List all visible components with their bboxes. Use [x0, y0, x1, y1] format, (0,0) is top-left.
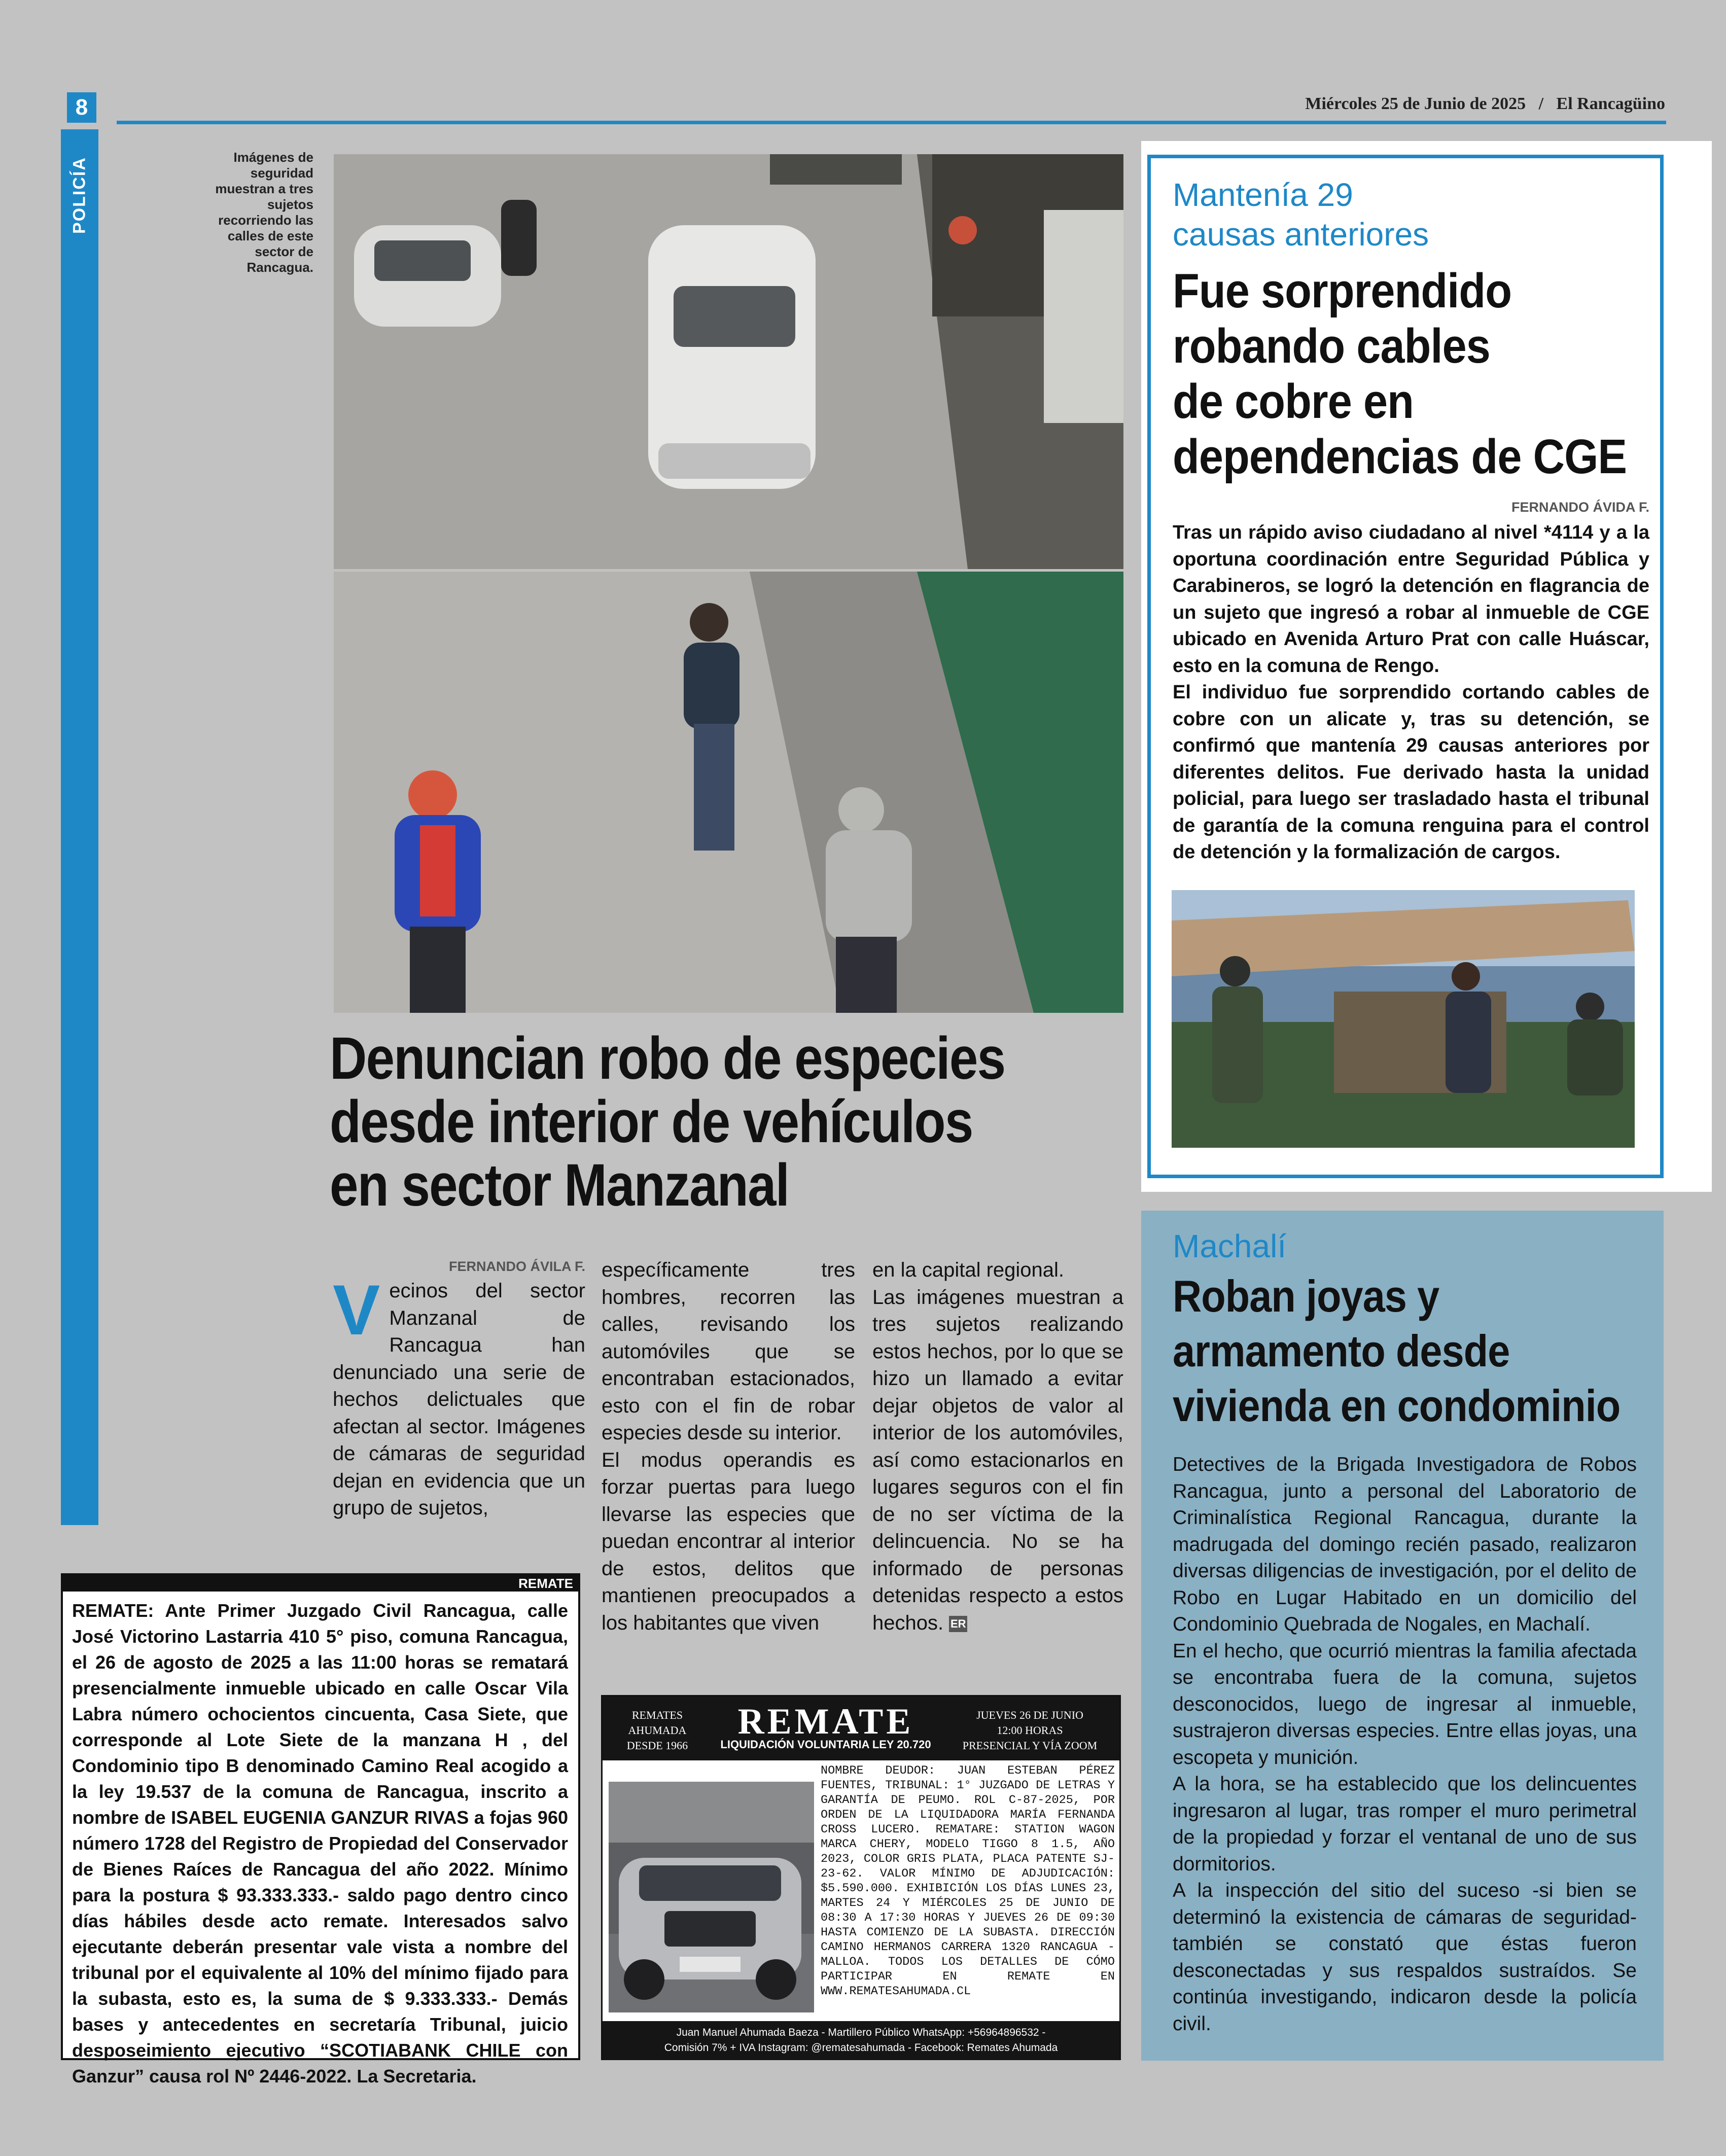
machali-headline-line: armamento desde [1173, 1326, 1510, 1376]
main-paragraph: específicamente tres hombres, recorren las calles, revisando los automóviles que se encontraban estacionados, esto con el fin de robar especies desde su interior. [602, 1259, 855, 1444]
cge-kicker-line: causas anteriores [1173, 216, 1429, 253]
cge-story-content [1173, 175, 1649, 866]
machali-paragraph: A la inspección del sitio del suceso -si bien se determinó la existencia de cámaras de seguridad- también se constató que éstas fueron desconectadas y sus respaldos sustraídos. Se continúa investigando, indicaron desde la policía civil. [1173, 1880, 1637, 2035]
page-number: 8 [67, 92, 96, 123]
auction-ad [601, 1695, 1121, 2060]
machali-paragraph: A la hora, se ha establecido que los delincuentes ingresaron al lugar, tras romper el muro perimetral de la propiedad y forzar el ventanal de uno de sus dormitorios. [1173, 1773, 1637, 1875]
cge-paragraph: El individuo fue sorprendido cortando cables de cobre con un alicate y, tras su detención, se confirmó que mantenía 29 causas anteriores por diferentes delitos. Fue derivado hasta la unidad policial, para luego ser trasladado hasta el tribunal de garantía de la comuna renguina para el control de detención y la formalización de cargos. [1173, 682, 1649, 863]
auction-company-line: AHUMADA [628, 1724, 687, 1737]
cge-headline-line: de cobre en [1173, 374, 1414, 429]
machali-headline-line: Roban joyas y [1173, 1271, 1439, 1321]
machali-paragraph: Detectives de la Brigada Investigadora de Robos Rancagua, junto a personal del Laboratorio de Criminalística Regional Rancagua, durante la madrugada del domingo recién pasado, realizaron diversas diligencias de investigación, por el delito de Robo en Lugar Habitado en un domicilio del Condominio Quebrada de Nogales, en Machalí. [1173, 1454, 1637, 1635]
auction-company-line: REMATES [631, 1709, 683, 1721]
legal-notice [61, 1573, 580, 2087]
auction-schedule-line: 12:00 HORAS [997, 1724, 1063, 1737]
auction-company-line: DESDE 1966 [626, 1739, 688, 1752]
main-paragraph: El modus operandis es forzar puertas para luego llevarse las especies que puedan encontrar al interior de estos, delitos que mantienen preocupados a los habitantes que viven [602, 1448, 855, 1634]
cge-headline [1173, 263, 1627, 484]
machali-headline [1173, 1269, 1621, 1433]
end-mark-icon: ER [949, 1616, 967, 1632]
auction-title: REMATE [737, 1701, 914, 1742]
main-headline-line: desde interior de vehículos [330, 1088, 973, 1155]
drop-cap: V [333, 1270, 380, 1350]
machali-body [1173, 1452, 1637, 2037]
legal-notice-text: REMATE: Ante Primer Juzgado Civil Rancagua, calle José Victorino Lastarria 410 5° piso, comuna Rancagua, el 26 de agosto de 2025 a las 11:00 horas se rematará presencialmente inmueble ubicado en calle Oscar Vila Labra número ochocientos cincuenta, Casa Siete, que corresponde al Lote Siete de la manzana H , del Condominio tipo B denominado Camino Real acogido a la ley 19.537 de la comuna de Rancagua, inscrito a nombre de ISABEL EUGENIA GANZUR RIVAS a fojas 960 número 1728 del Registro de Propiedad del Conservador de Bienes Raíces de Rancagua del año 2022. Mínimo para la postura $ 93.333.333.- saldo pago dentro cinco días hábiles desde acto remate. Interesados salvo ejecutante deberán presentar vale vista a nombre del tribunal por el equivalente al 10% del mínimo fijado para la subasta, esto es, la suma de $ 9.333.333.- Demás bases y antecedentes en secretaría Tribunal, juicio desposeimiento ejecutivo “SCOTIABANK CHILE con Ganzur” causa rol Nº 2446-2022. La Secretaria. [72, 1600, 568, 2087]
auction-schedule-line: JUEVES 26 DE JUNIO [976, 1709, 1083, 1721]
cge-arrest-photo [1172, 890, 1635, 1148]
cge-kicker [1173, 175, 1649, 254]
machali-paragraph: En el hecho, que ocurrió mientras la familia afectada se encontraba fuera de la comuna, sujetos desconocidos, luego de ingresar al inmueble, sustrajeron diversas especies. Entre ellas joyas, una escopeta y munición. [1173, 1640, 1637, 1769]
main-headline [330, 1027, 1019, 1217]
legal-notice-tag: REMATE [63, 1575, 578, 1592]
auction-car-photo [609, 1782, 814, 2012]
machali-story-content [1173, 1226, 1637, 2037]
security-camera-photo-suspects [334, 572, 1123, 1013]
cge-byline: FERNANDO ÁVIDA F. [1511, 500, 1649, 515]
main-paragraph: Las imágenes muestran a tres sujetos realizando estos hechos, por lo que se hizo un llamado a evitar dejar objetos de valor al interior de los automóviles, así como estacionarlos en lugares seguros con el fin de no ser víctima de la delincuencia. No se ha informado de personas detenidas respecto a estos hechos. [872, 1286, 1123, 1634]
main-headline-line: en sector Manzanal [330, 1152, 789, 1219]
cge-body [1173, 519, 1649, 866]
auction-subtitle: LIQUIDACIÓN VOLUNTARIA LEY 20.720 [720, 1738, 931, 1751]
main-headline-line: Denuncian robo de especies [330, 1025, 1005, 1092]
main-paragraph: en la capital regional. [872, 1259, 1065, 1281]
cge-kicker-line: Mantenía 29 [1173, 176, 1353, 213]
newspaper-name: El Rancagüino [1556, 94, 1665, 113]
auction-ad-header [603, 1696, 1119, 1760]
section-label: POLICÍA [69, 157, 89, 234]
dateline-separator: / [1538, 94, 1544, 113]
cge-headline-line: Fue sorprendido [1173, 264, 1512, 318]
header-rule [117, 121, 1666, 124]
auction-schedule-line: PRESENCIAL Y VÍA ZOOM [962, 1739, 1098, 1752]
main-column-1 [333, 1259, 585, 1522]
auction-footer [603, 2021, 1119, 2060]
auction-schedule [942, 1708, 1117, 1753]
machali-kicker: Machalí [1173, 1228, 1287, 1264]
main-column-3 [872, 1257, 1123, 1637]
issue-date: Miércoles 25 de Junio de 2025 [1305, 94, 1526, 113]
main-column-2 [602, 1257, 855, 1637]
cge-headline-line: robando cables [1173, 319, 1490, 373]
auction-details: NOMBRE DEUDOR: JUAN ESTEBAN PÉREZ FUENTES, TRIBUNAL: 1° JUZGADO DE LETRAS Y GARANTÍA DE PEUMO. ROL C-87-2025, POR ORDEN DE LA LIQUIDADORA MARÍA FERNANDA CROSS LUCERO. REMATARE: STATION WAGON MARCA CHERY, MODELO TIGGO 8 1.5, AÑO 2023, COLOR GRIS PLATA, PLACA PATENTE SJ-23-62. VALOR MÍNIMO DE ADJUDICACIÓN: $5.590.000. EXHIBICIÓN LOS DÍAS LUNES 23, MARTES 24 Y MIÉRCOLES 25 DE JUNIO DE 08:30 A 17:30 HORAS Y JUEVES 26 DE 09:30 HASTA COMIENZO DE LA SUBASTA. DIRECCIÓN CAMINO HERMANOS CARRERA 1320 RANCAGUA - MALLOA. TODOS LOS DETALLES DE CÓMO PARTICIPAR EN REMATE EN WWW.REMATESAHUMADA.CL [821, 1764, 1115, 1998]
auction-footer-line: Juan Manuel Ahumada Baeza - Martillero Público WhatsApp: +56964896532 - [676, 2027, 1046, 2038]
security-camera-photo-street [334, 154, 1123, 569]
auction-footer-line: Comisión 7% + IVA Instagram: @rematesahumada - Facebook: Remates Ahumada [664, 2042, 1058, 2054]
main-byline: FERNANDO ÁVILA F. [449, 1259, 585, 1274]
photo-caption: Imágenes de seguridad muestran a tres sujetos recorriendo las calles de este sector de Rancagua. [215, 150, 313, 275]
machali-headline-line: vivienda en condominio [1173, 1381, 1621, 1431]
dateline [1305, 94, 1665, 114]
cge-headline-line: dependencias de CGE [1173, 430, 1627, 484]
auction-company [607, 1708, 708, 1753]
main-paragraph: ecinos del sector Manzanal de Rancagua han denunciado una serie de hechos delictuales que afectan al sector. Imágenes de cámaras de seguridad dejan en evidencia que un grupo de sujetos, [333, 1280, 585, 1519]
section-sidebar [61, 129, 98, 1525]
cge-paragraph: Tras un rápido aviso ciudadano al nivel *4114 y a la oportuna coordinación entre Seguridad Pública y Carabineros, se logró la detención en flagrancia de un sujeto que ingresó a robar al inmueble de CGE ubicado en Avenida Arturo Prat con calle Huáscar, esto en la comuna de Rengo. [1173, 522, 1649, 677]
